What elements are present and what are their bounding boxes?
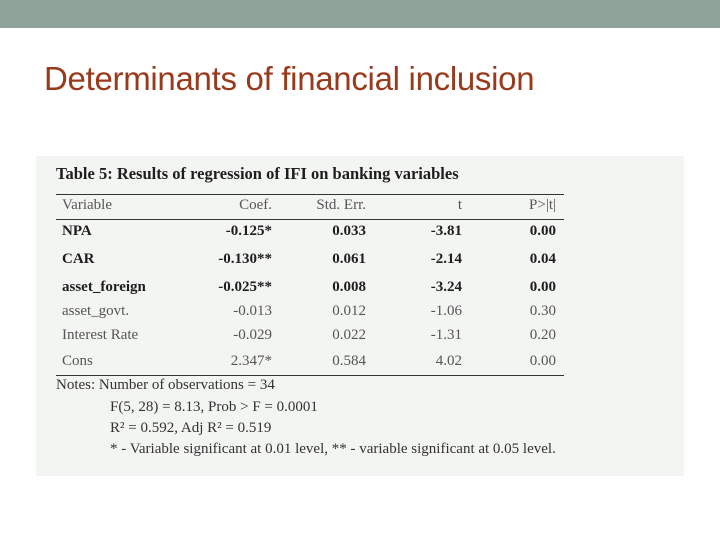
table-header-rule xyxy=(56,219,564,220)
row-coef: -0.125* xyxy=(225,223,272,239)
table-caption: Table 5: Results of regression of IFI on banking variables xyxy=(56,164,459,183)
row-coef: -0.130** xyxy=(218,251,272,267)
row-p-value: 0.00 xyxy=(529,353,556,369)
row-t: -3.24 xyxy=(430,279,462,295)
row-coef: -0.025** xyxy=(218,279,272,295)
table-row xyxy=(36,251,684,273)
row-t: -3.81 xyxy=(430,223,462,239)
table-row xyxy=(36,327,684,349)
header-p-value: P>|t| xyxy=(529,197,556,213)
row-variable: asset_foreign xyxy=(62,279,146,295)
row-variable: NPA xyxy=(62,223,92,239)
row-std-err: 0.584 xyxy=(332,353,366,369)
row-variable: CAR xyxy=(62,251,95,267)
row-p-value: 0.04 xyxy=(529,251,556,267)
row-std-err: 0.033 xyxy=(332,223,366,239)
row-variable: Interest Rate xyxy=(62,327,139,343)
header-t: t xyxy=(457,197,462,213)
row-p-value: 0.20 xyxy=(529,327,556,343)
table-note: * - Variable significant at 0.01 level, ** - variable significant at 0.05 level. xyxy=(110,441,556,457)
regression-table xyxy=(36,156,684,476)
row-variable: asset_govt. xyxy=(62,303,130,319)
table-bottom-rule xyxy=(56,375,564,376)
row-std-err: 0.012 xyxy=(332,303,366,319)
row-t: 4.02 xyxy=(435,353,462,369)
table-note: F(5, 28) = 8.13, Prob > F = 0.0001 xyxy=(110,399,318,415)
table-row xyxy=(36,279,684,301)
table-row xyxy=(36,353,684,375)
row-variable: Cons xyxy=(62,353,93,369)
top-accent-bar xyxy=(0,0,720,28)
row-t: -1.06 xyxy=(430,303,462,319)
header-std-err: Std. Err. xyxy=(316,197,366,213)
table-note: R² = 0.592, Adj R² = 0.519 xyxy=(110,420,272,436)
table-top-rule xyxy=(56,194,564,195)
row-t: -1.31 xyxy=(430,327,462,343)
row-p-value: 0.30 xyxy=(529,303,556,319)
table-row xyxy=(36,223,684,245)
table-note: Notes: Number of observations = 34 xyxy=(56,377,275,393)
header-coef: Coef. xyxy=(239,197,272,213)
row-coef: -0.029 xyxy=(233,327,272,343)
table-header-row xyxy=(36,197,684,219)
row-std-err: 0.061 xyxy=(332,251,366,267)
row-std-err: 0.022 xyxy=(332,327,366,343)
row-coef: -0.013 xyxy=(233,303,272,319)
row-coef: 2.347* xyxy=(230,353,272,369)
row-p-value: 0.00 xyxy=(529,279,556,295)
table-row xyxy=(36,303,684,325)
slide-title: Determinants of financial inclusion xyxy=(44,60,535,97)
row-std-err: 0.008 xyxy=(332,279,366,295)
header-variable: Variable xyxy=(62,197,112,213)
row-t: -2.14 xyxy=(430,251,462,267)
row-p-value: 0.00 xyxy=(529,223,556,239)
